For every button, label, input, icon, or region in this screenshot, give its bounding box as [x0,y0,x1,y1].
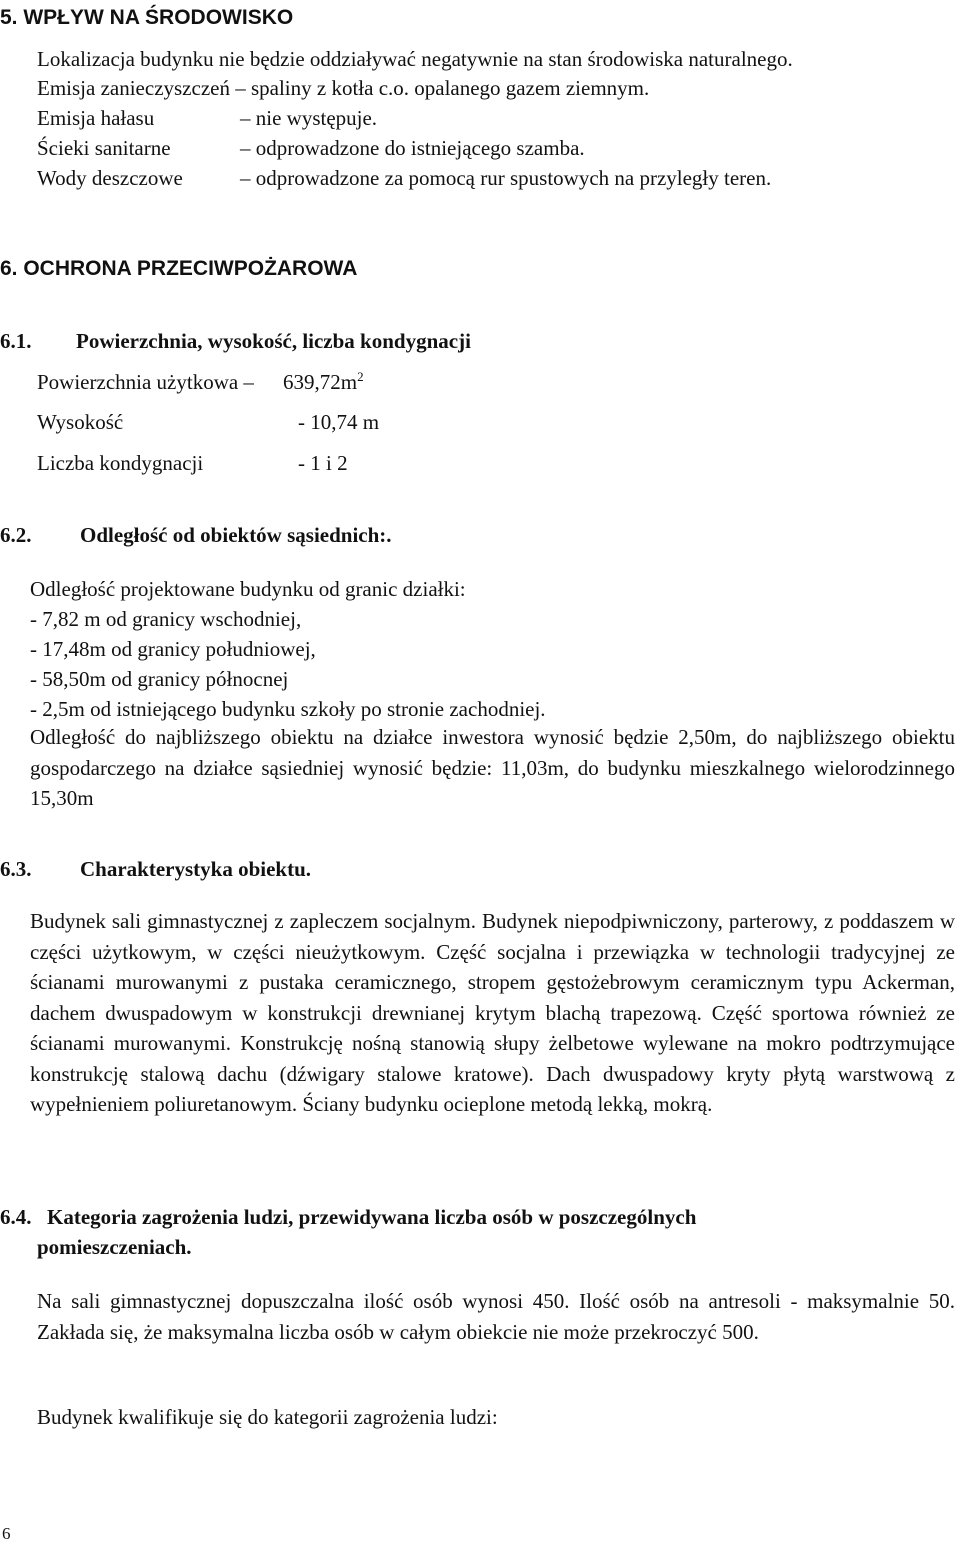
s62-line-4: - 58,50m od granicy północnej [30,667,289,691]
s62-paragraph: Odległość do najbliższego obiektu na działce inwestora wynosić będzie 2,50m, do najbliższego obiektu gospodarczego na działce sąsiedniej wynosić będzie: 11,03m, do budynku mieszkalnego wielorodzinnego 15,30m [30,725,955,810]
row-label: Wody deszczowe [37,166,183,190]
s63-number: 6.3. [0,857,32,881]
section-5-heading: 5. WPŁYW NA ŚRODOWISKO [0,6,294,29]
s61-floors-label: Liczba kondygnacji [37,451,204,475]
s63-paragraph: Budynek sali gimnastycznej z zapleczem socjalnym. Budynek niepodpiwniczony, parterowy, z poddaszem w części użytkowym, w części nieużytkowym. Część socjalna i przewiązka w technologii tradycyjnej ze ścianami murowanymi z pustaka ceramicznego, stropem gęstożebrowym ceramicznym typu Ackerman, dachem dwuspadowym w konstrukcji drewnianej krytym blachą trapezową. Część sportowa również ze ścianami murowanymi. Konstrukcję nośną stanowią słupy żelbetowe wylewane na mokro podtrzymujące konstrukcję stalową dachu (dźwigary stalowe kratowe). Dach dwuspadowy kryty płytą warstwową z wypełnieniem poliuretanowym. Ściany budynku ocieplone metodą lekką, mokrą. [30,909,955,1116]
row-label: Emisja hałasu [37,106,155,130]
s64-paragraph: Na sali gimnastycznej dopuszczalna ilość osób wynosi 450. Ilość osób na antresoli - maksymalnie 50. Zakłada się, że maksymalna liczba osób w całym obiekcie nie może przekroczyć 500. [37,1289,955,1344]
row-value: – odprowadzone za pomocą rur spustowych na przyległy teren. [240,166,772,190]
s5-row-rainwater [37,163,772,193]
s61-area-label: Powierzchnia użytkowa – [37,370,254,394]
page-number: 6 [2,1524,11,1543]
s61-title: Powierzchnia, wysokość, liczba kondygnacji [76,329,471,353]
s5-row-noise [37,103,378,133]
s61-area-value: $639,72m^2$ [283,369,364,394]
s64-title-line-1: Kategoria zagrożenia ludzi, przewidywana liczba osób w poszczególnych [47,1205,697,1229]
s63-title: Charakterystyka obiektu. [80,857,312,881]
row-label: Ścieki sanitarne [37,136,171,160]
s62-line-5: - 2,5m od istniejącego budynku szkoły po stronie zachodniej. [30,697,546,721]
s61-height-value: - 10,74 m [298,410,380,434]
section-6-heading: 6. OCHRONA PRZECIWPOŻAROWA [0,257,358,280]
s62-title: Odległość od obiektów sąsiednich:. [80,523,392,547]
s5-line-2: Emisja zanieczyszczeń – spaliny z kotła c.o. opalanego gazem ziemnym. [37,76,650,100]
s62-line-3: - 17,48m od granicy południowej, [30,637,316,661]
s62-line-2: - 7,82 m od granicy wschodniej, [30,607,302,631]
s61-number: 6.1. [0,329,32,353]
row-value: – odprowadzone do istniejącego szamba. [240,136,585,160]
s64-title-line-2: pomieszczeniach. [37,1235,192,1259]
s5-row-sewage [37,133,585,163]
s61-floors-value: - 1 i 2 [298,451,348,475]
s64-number: 6.4. [0,1205,32,1229]
row-value: – nie występuje. [240,106,378,130]
s5-line-1: Lokalizacja budynku nie będzie oddziaływać negatywnie na stan środowiska naturalnego. [37,47,793,71]
s62-number: 6.2. [0,523,32,547]
s62-line-1: Odległość projektowane budynku od granic działki: [30,577,466,601]
s64-category-line: Budynek kwalifikuje się do kategorii zagrożenia ludzi: [37,1405,498,1429]
s61-height-label: Wysokość [37,410,124,434]
